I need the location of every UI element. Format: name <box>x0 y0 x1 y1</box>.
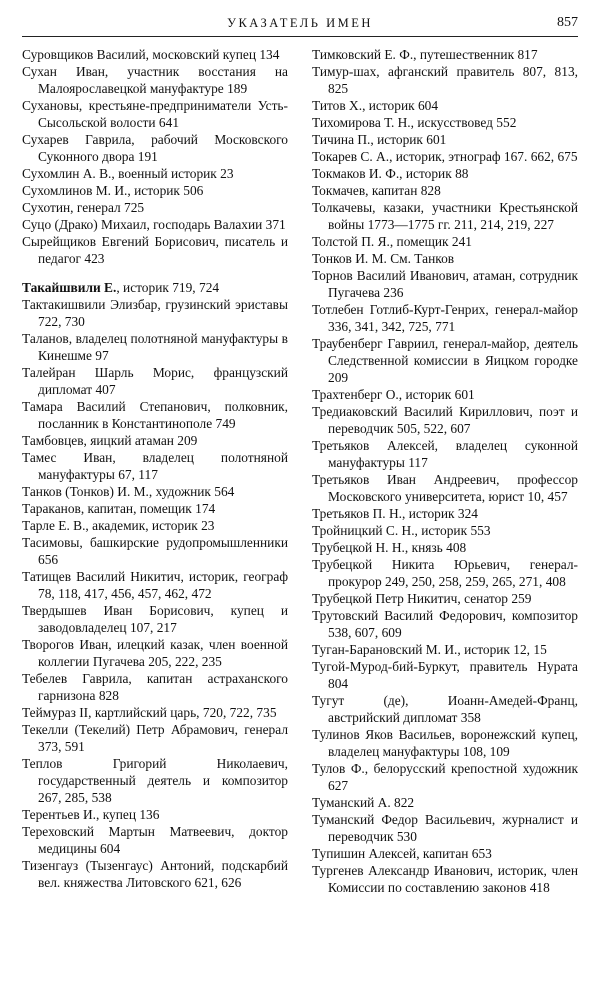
index-entry: Сухотин, генерал 725 <box>22 200 145 215</box>
index-entry: Сухарев Гаврила, рабочий Московского Суконного двора 191 <box>22 132 288 164</box>
index-entry: Титов Х., историк 604 <box>312 98 439 113</box>
index-entry: Тамара Василий Степанович, полковник, посланник в Константинополе 749 <box>22 399 288 431</box>
running-header <box>22 14 578 37</box>
index-entry: Сухан Иван, участник восстания на Малоярославецкой мануфактуре 189 <box>22 64 288 96</box>
left-column <box>22 46 288 891</box>
index-entry: Трубецкой Н. Н., князь 408 <box>312 540 467 555</box>
index-entry: Туган-Барановский М. И., историк 12, 15 <box>312 642 547 657</box>
index-entry: Терентьев И., купец 136 <box>22 807 160 822</box>
index-entry: Токмаков И. Ф., историк 88 <box>312 166 469 181</box>
index-entry: Третьяков П. Н., историк 324 <box>312 506 478 521</box>
index-entry: Тулов Ф., белорусский крепостной художник 627 <box>312 761 578 793</box>
index-entry: Суцо (Драко) Михаил, господарь Валахии 371 <box>22 217 286 232</box>
index-entry: Трутовский Василий Федорович, композитор 538, 607, 609 <box>312 608 578 640</box>
right-column <box>312 46 578 896</box>
index-entry: Теймураз II, картлийский царь, 720, 722, 735 <box>22 705 277 720</box>
page-title: УКАЗАТЕЛЬ ИМЕН <box>227 16 373 30</box>
index-entry: Тичина П., историк 601 <box>312 132 447 147</box>
index-entry: Тугут (де), Иоанн-Амедей-Франц, австрийский дипломат 358 <box>312 693 578 725</box>
index-entry: Талейран Шарль Морис, французский дипломат 407 <box>22 365 288 397</box>
index-entry: Тереховский Мартын Матвеевич, доктор медицины 604 <box>22 824 288 856</box>
index-entry: Тургенев Александр Иванович, историк, член Комиссии по составлению законов 418 <box>312 863 578 895</box>
entry-lead: Такайшвили Е. <box>22 280 117 295</box>
index-entry: Теплов Григорий Николаевич, государственный деятель и композитор 267, 285, 538 <box>22 756 288 805</box>
page-number: 857 <box>557 15 578 30</box>
index-entry: Торнов Василий Иванович, атаман, сотрудник Пугачева 236 <box>312 268 578 300</box>
index-entry: Тихомирова Т. Н., искусствовед 552 <box>312 115 517 130</box>
index-entry: Тотлебен Готлиб-Курт-Генрих, генерал-майор 336, 341, 342, 725, 771 <box>312 302 578 334</box>
index-entry: Тамес Иван, владелец полотняной мануфактуры 67, 117 <box>22 450 288 482</box>
index-entry: Тулинов Яков Васильев, воронежский купец, владелец мануфактуры 108, 109 <box>312 727 578 759</box>
index-entry: Такайшвили Е., историк 719, 724 <box>22 280 220 295</box>
index-entry: Текелли (Текелий) Петр Абрамович, генерал 373, 591 <box>22 722 288 754</box>
index-entry: Суровщиков Василий, московский купец 134 <box>22 47 280 62</box>
index-entry: Татищев Василий Никитич, историк, географ 78, 118, 417, 456, 457, 462, 472 <box>22 569 288 601</box>
index-entry: Третьяков Иван Андреевич, профессор Московского университета, юрист 10, 457 <box>312 472 578 504</box>
index-entry: Тараканов, капитан, помещик 174 <box>22 501 216 516</box>
index-entry: Сухомлин А. В., военный историк 23 <box>22 166 234 181</box>
index-entry: Тарле Е. В., академик, историк 23 <box>22 518 215 533</box>
index-entry: Толстой П. Я., помещик 241 <box>312 234 472 249</box>
index-entry: Тугой-Мурод-бий-Буркут, правитель Нурата 804 <box>312 659 578 691</box>
index-entry: Тебелев Гаврила, капитан астраханского гарнизона 828 <box>22 671 288 703</box>
index-entry: Тимур-шах, афганский правитель 807, 813, 825 <box>312 64 578 96</box>
index-entry: Трубецкой Никита Юрьевич, генерал-прокурор 249, 250, 258, 259, 265, 271, 408 <box>312 557 578 589</box>
index-entry: Тройницкий С. Н., историк 553 <box>312 523 491 538</box>
index-entry: Тредиаковский Василий Кириллович, поэт и переводчик 505, 522, 607 <box>312 404 578 436</box>
index-entry: Таланов, владелец полотняной мануфактуры в Кинешме 97 <box>22 331 288 363</box>
index-entry: Токарев С. А., историк, этнограф 167. 662, 675 <box>312 149 578 164</box>
index-entry: Туманский Федор Васильевич, журналист и переводчик 530 <box>312 812 578 844</box>
index-entry: Твердышев Иван Борисович, купец и заводовладелец 107, 217 <box>22 603 288 635</box>
index-entry: Тизенгауз (Тызенгаус) Антоний, подскарбий вел. княжества Литовского 621, 626 <box>22 858 288 890</box>
index-entry: Туманский А. 822 <box>312 795 415 810</box>
index-entry: Третьяков Алексей, владелец суконной мануфактуры 117 <box>312 438 578 470</box>
index-entry: Толкачевы, казаки, участники Крестьянской войны 1773—1775 гг. 211, 214, 219, 227 <box>312 200 578 232</box>
index-entry: Тасимовы, башкирские рудопромышленники 656 <box>22 535 288 567</box>
index-entry: Тактакишвили Элизбар, грузинский эриставы 722, 730 <box>22 297 288 329</box>
index-entry: Токмачев, капитан 828 <box>312 183 441 198</box>
index-entry: Трахтенберг О., историк 601 <box>312 387 475 402</box>
index-entry: Творогов Иван, илецкий казак, член военной коллегии Пугачева 205, 222, 235 <box>22 637 288 669</box>
index-entry: Тамбовцев, яицкий атаман 209 <box>22 433 198 448</box>
index-entry: Тонков И. М. См. Танков <box>312 251 455 266</box>
index-entry: Сухановы, крестьяне-предприниматели Усть-Сысольской волости 641 <box>22 98 288 130</box>
index-entry: Тупишин Алексей, капитан 653 <box>312 846 492 861</box>
index-entry: Тимковский Е. Ф., путешественник 817 <box>312 47 538 62</box>
index-entry: Траубенберг Гавриил, генерал-майор, деятель Следственной комиссии в Яицком городке 209 <box>312 336 578 385</box>
index-entry: Танков (Тонков) И. М., художник 564 <box>22 484 235 499</box>
index-entry: Сухомлинов М. И., историк 506 <box>22 183 204 198</box>
index-entry: Сырейщиков Евгений Борисович, писатель и педагог 423 <box>22 234 288 266</box>
index-entry: Трубецкой Петр Никитич, сенатор 259 <box>312 591 532 606</box>
